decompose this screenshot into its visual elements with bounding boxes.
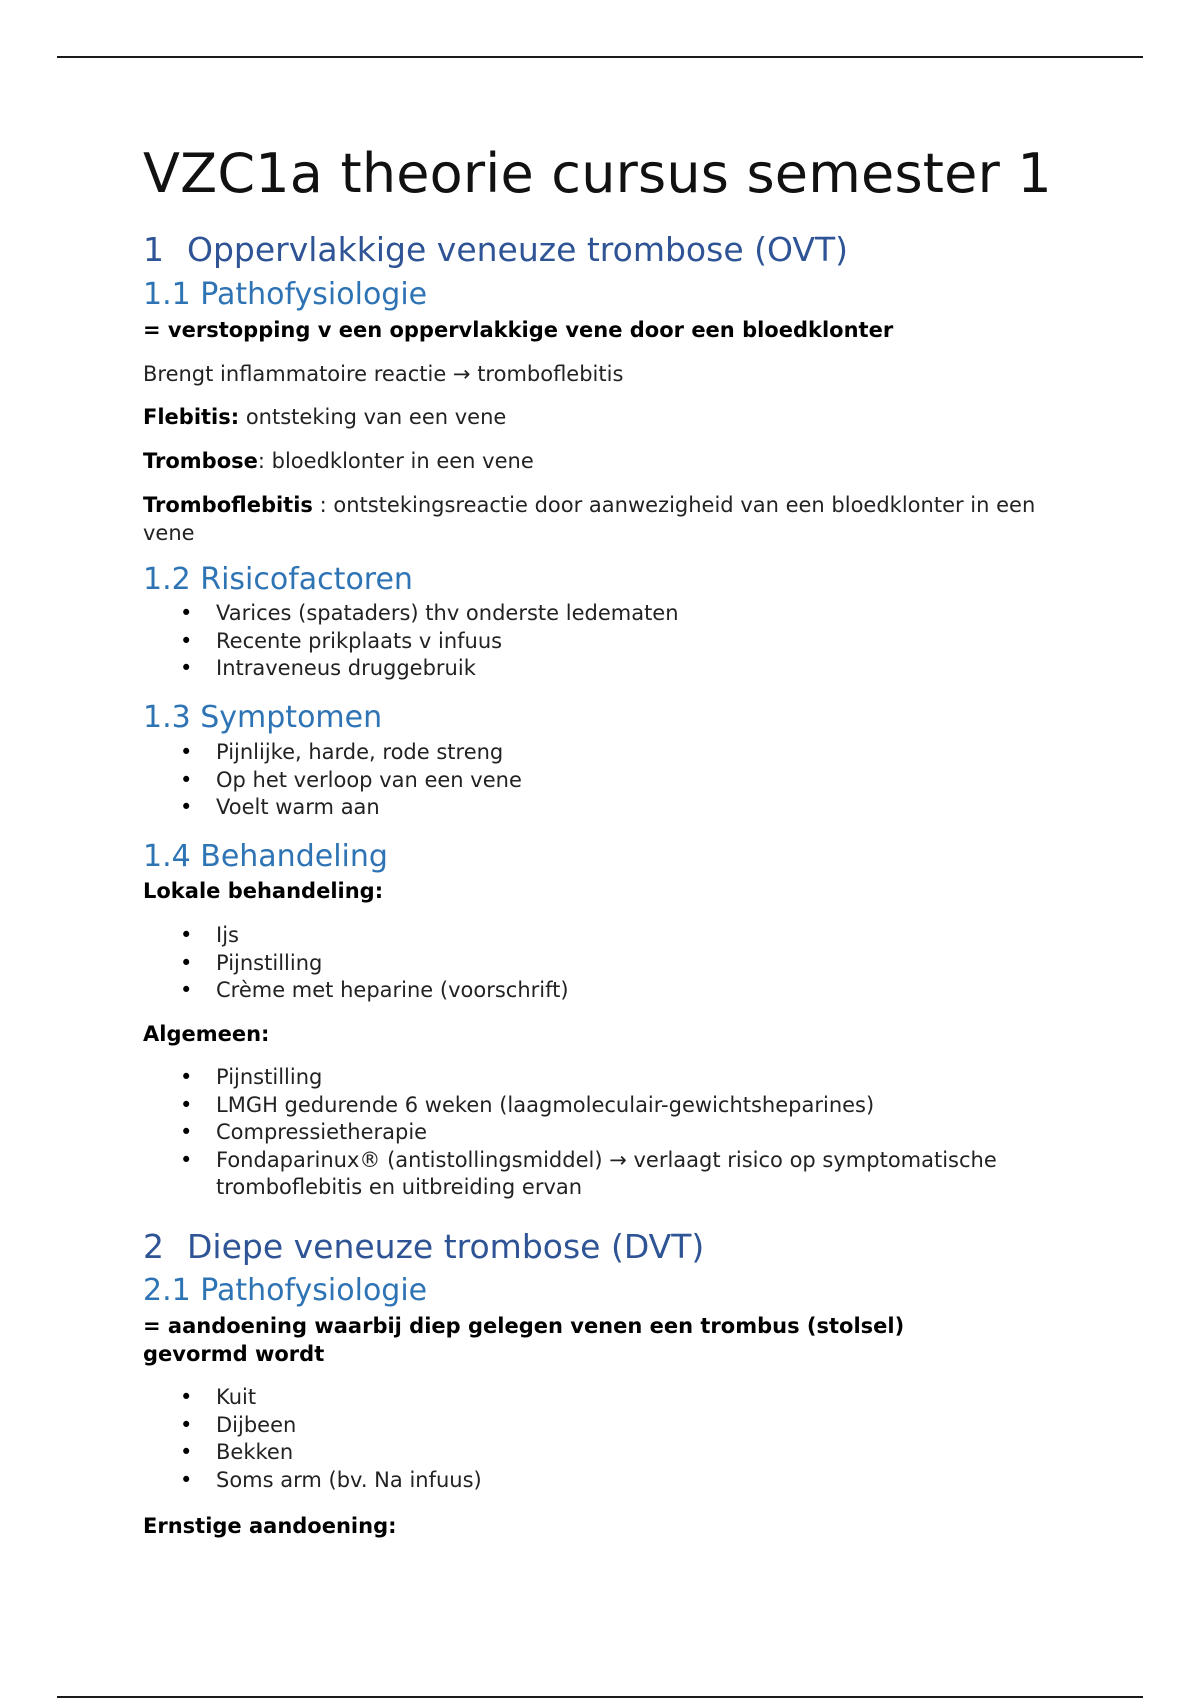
- section-2-title: Diepe veneuze trombose (DVT): [187, 1227, 705, 1266]
- list-item: • Crème met heparine (voorschrift): [143, 977, 569, 1005]
- section-2-heading: [143, 1227, 704, 1266]
- bullet-icon: •: [180, 923, 193, 947]
- tromboflebitis-text: : ontstekingsreactie door aanwezigheid van een bloedklonter in een vene: [143, 493, 1036, 545]
- flebitis-term: Flebitis:: [143, 405, 240, 429]
- section-1-number: 1: [143, 230, 164, 269]
- bullet-icon: •: [180, 1092, 193, 1117]
- list-item: • Pijnlijke, harde, rode streng: [143, 739, 522, 767]
- bullet-icon: •: [180, 950, 193, 975]
- local-treatment-list: [143, 922, 569, 1005]
- subsection-1-4-heading: 1.4 Behandeling: [143, 839, 388, 874]
- list-item: • Dijbeen: [143, 1412, 482, 1440]
- list-item: • Pijnstilling: [143, 950, 569, 978]
- severe-condition-label: Ernstige aandoening:: [143, 1514, 397, 1538]
- list-item: • Soms arm (bv. Na infuus): [143, 1467, 482, 1495]
- bullet-icon: •: [180, 1440, 193, 1464]
- flebitis-definition: [143, 403, 506, 431]
- bullet-icon: •: [180, 601, 193, 625]
- dvt-location-list: [143, 1384, 482, 1494]
- footer-rule: [57, 1696, 1143, 1698]
- trombose-definition: [143, 447, 534, 475]
- list-item: • Recente prikplaats v infuus: [143, 628, 679, 656]
- list-item: • Ijs: [143, 922, 569, 950]
- bullet-icon: •: [180, 1467, 193, 1492]
- section-1-heading: [143, 230, 848, 269]
- bullet-icon: •: [180, 656, 193, 680]
- risk-factor-list: [143, 600, 679, 683]
- subsection-1-1-heading: 1.1 Pathofysiologie: [143, 277, 428, 312]
- tromboflebitis-definition: [143, 491, 1063, 547]
- subsection-2-1-heading: 2.1 Pathofysiologie: [143, 1273, 428, 1308]
- bullet-icon: •: [180, 767, 193, 792]
- bullet-icon: •: [180, 1147, 193, 1172]
- bullet-icon: •: [180, 795, 193, 819]
- list-item: • Voelt warm aan: [143, 794, 522, 822]
- bullet-icon: •: [180, 628, 193, 653]
- list-item: • Kuit: [143, 1384, 482, 1412]
- bullet-icon: •: [180, 978, 193, 1002]
- document-title: VZC1a theorie cursus semester 1: [143, 142, 1052, 205]
- list-item: • Op het verloop van een vene: [143, 767, 522, 795]
- trombose-term: Trombose: [143, 449, 258, 473]
- subsection-1-3-heading: 1.3 Symptomen: [143, 700, 383, 735]
- bullet-icon: •: [180, 1385, 193, 1409]
- list-item: • Bekken: [143, 1439, 482, 1467]
- list-item: • LMGH gedurende 6 weken (laagmoleculair-gewichtsheparines): [143, 1092, 1076, 1120]
- general-treatment-list: [143, 1064, 1076, 1202]
- bullet-icon: •: [180, 1120, 193, 1144]
- bullet-icon: •: [180, 1065, 193, 1089]
- header-rule: [57, 56, 1143, 58]
- symptom-list: [143, 739, 522, 822]
- list-item: • Intraveneus druggebruik: [143, 655, 679, 683]
- subsection-1-2-heading: 1.2 Risicofactoren: [143, 562, 413, 597]
- section-1-title: Oppervlakkige veneuze trombose (OVT): [187, 230, 848, 269]
- list-item: • Varices (spataders) thv onderste ledematen: [143, 600, 679, 628]
- bullet-icon: •: [180, 1412, 193, 1437]
- ovt-inflammation-line: Brengt inflammatoire reactie → tromboflebitis: [143, 362, 624, 386]
- list-item: • Pijnstilling: [143, 1064, 1076, 1092]
- general-treatment-label: Algemeen:: [143, 1022, 270, 1046]
- tromboflebitis-term: Tromboflebitis: [143, 493, 313, 517]
- section-2-number: 2: [143, 1227, 164, 1266]
- list-item: • Compressietherapie: [143, 1119, 1076, 1147]
- list-item: • Fondaparinux® (antistollingsmiddel) → verlaagt risico op symptomatische tromboflebitis en uitbreiding ervan: [180, 1147, 997, 1199]
- dvt-definition: = aandoening waarbij diep gelegen venen een trombus (stolsel) gevormd wordt: [143, 1314, 905, 1366]
- ovt-definition: = verstopping v een oppervlakkige vene door een bloedklonter: [143, 318, 894, 342]
- flebitis-text: ontsteking van een vene: [239, 405, 507, 429]
- local-treatment-label: Lokale behandeling:: [143, 879, 384, 903]
- trombose-text: : bloedklonter in een vene: [257, 449, 534, 473]
- bullet-icon: •: [180, 740, 193, 764]
